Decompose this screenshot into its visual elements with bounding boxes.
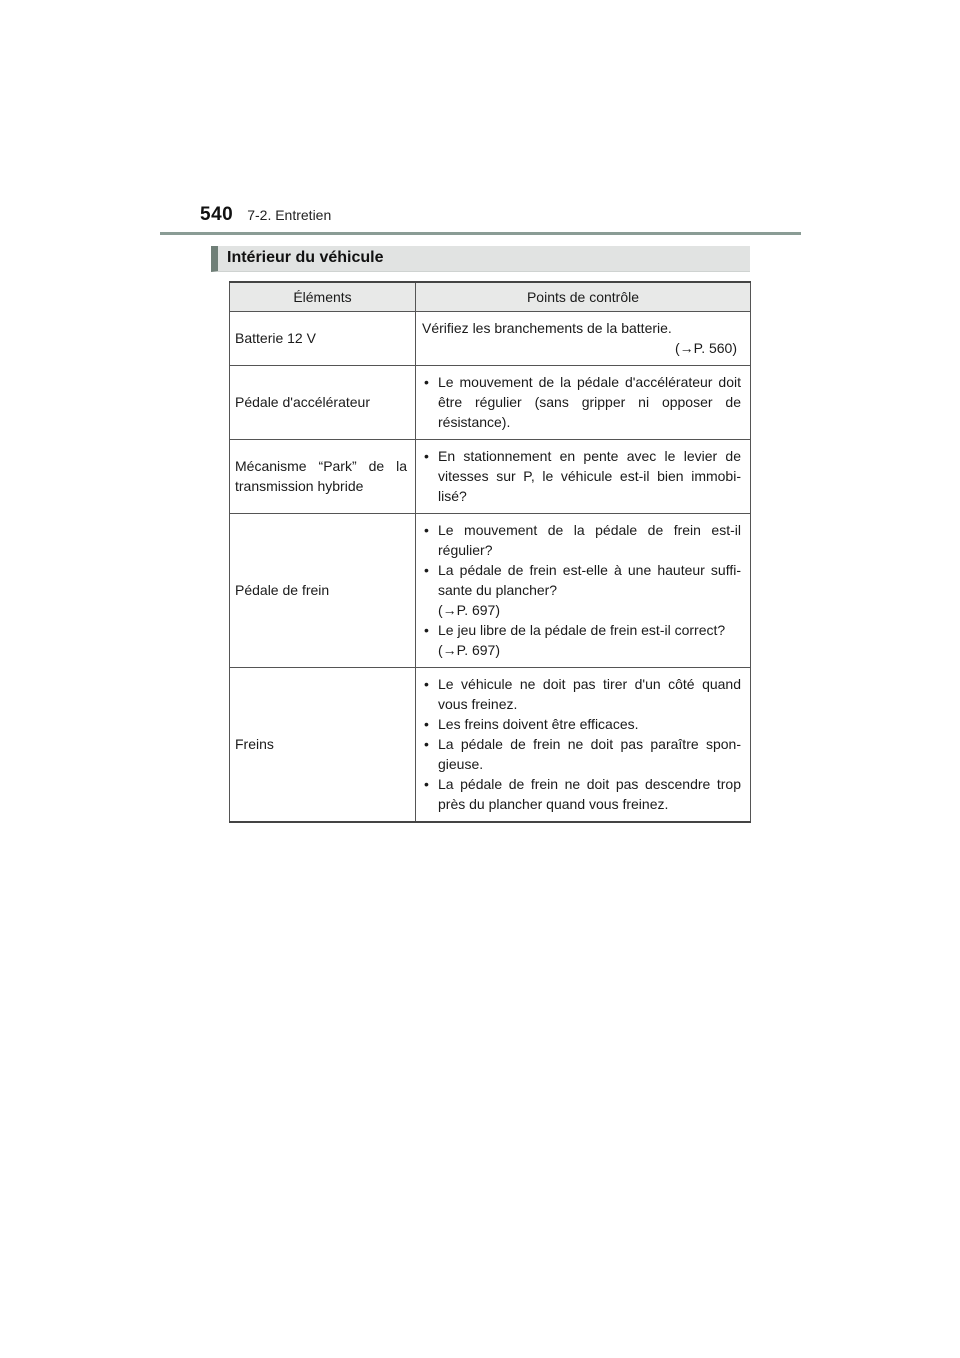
checkpoint-bullet: • En stationnement en pente avec le levier de vitesses sur P, le véhicule est-il bien immobi-lisé? bbox=[422, 446, 741, 506]
page-header bbox=[200, 204, 331, 226]
table-row bbox=[230, 514, 751, 668]
checkpoint-cell bbox=[416, 366, 751, 440]
item-cell: Batterie 12 V bbox=[230, 312, 416, 366]
section-title: Intérieur du véhicule bbox=[227, 249, 384, 266]
checkpoint-bullet: • La pédale de frein ne doit pas paraître spon-gieuse. bbox=[422, 734, 741, 774]
page-reference: (→P. 697) bbox=[438, 602, 500, 618]
column-header-items: Éléments bbox=[230, 282, 416, 312]
table-row bbox=[230, 312, 751, 366]
checkpoint-bullet bbox=[422, 620, 741, 660]
table-header-row bbox=[230, 282, 751, 312]
checkpoint-text: Vérifiez les branchements de la batterie. bbox=[422, 320, 672, 336]
checkpoint-cell bbox=[416, 514, 751, 668]
checkpoint-bullet: • Le véhicule ne doit pas tirer d'un côté quand vous freinez. bbox=[422, 674, 741, 714]
chapter-title: 7-2. Entretien bbox=[247, 207, 332, 223]
checkpoint-bullet: • Le mouvement de la pédale d'accélérateur doit être régulier (sans gripper ni opposer de résistance). bbox=[422, 372, 741, 432]
checkpoint-bullet: • La pédale de frein ne doit pas descendre trop près du plancher quand vous freinez. bbox=[422, 774, 741, 814]
checkpoint-bullet-text: Le mouvement de la pédale de frein est-il régulier? bbox=[438, 522, 741, 558]
checkpoint-cell bbox=[416, 668, 751, 823]
item-cell: Pédale de frein bbox=[230, 514, 416, 668]
page-number: 540 bbox=[200, 204, 234, 225]
checkpoint-cell bbox=[416, 440, 751, 514]
item-cell: Freins bbox=[230, 668, 416, 823]
page-reference: (→P. 697) bbox=[438, 642, 500, 658]
item-cell: Mécanisme “Park” de la transmission hybride bbox=[230, 440, 416, 514]
section-heading bbox=[211, 246, 750, 272]
header-rule bbox=[160, 232, 801, 235]
checkpoint-bullet: • Les freins doivent être efficaces. bbox=[422, 714, 741, 734]
checkpoint-cell bbox=[416, 312, 751, 366]
item-cell: Pédale d'accélérateur bbox=[230, 366, 416, 440]
checkpoint-bullet bbox=[422, 520, 741, 560]
column-header-checkpoints: Points de contrôle bbox=[416, 282, 751, 312]
checkpoint-bullet bbox=[422, 560, 741, 620]
table-row bbox=[230, 668, 751, 823]
table-row bbox=[230, 366, 751, 440]
checkpoint-bullet-text: La pédale de frein est-elle à une hauteur suffi-sante du plancher? bbox=[438, 562, 741, 598]
table-row bbox=[230, 440, 751, 514]
page-reference: (→P. 560) bbox=[675, 340, 737, 356]
inspection-table bbox=[229, 281, 751, 823]
checkpoint-bullet-text: Le jeu libre de la pédale de frein est-il correct? bbox=[438, 622, 726, 638]
